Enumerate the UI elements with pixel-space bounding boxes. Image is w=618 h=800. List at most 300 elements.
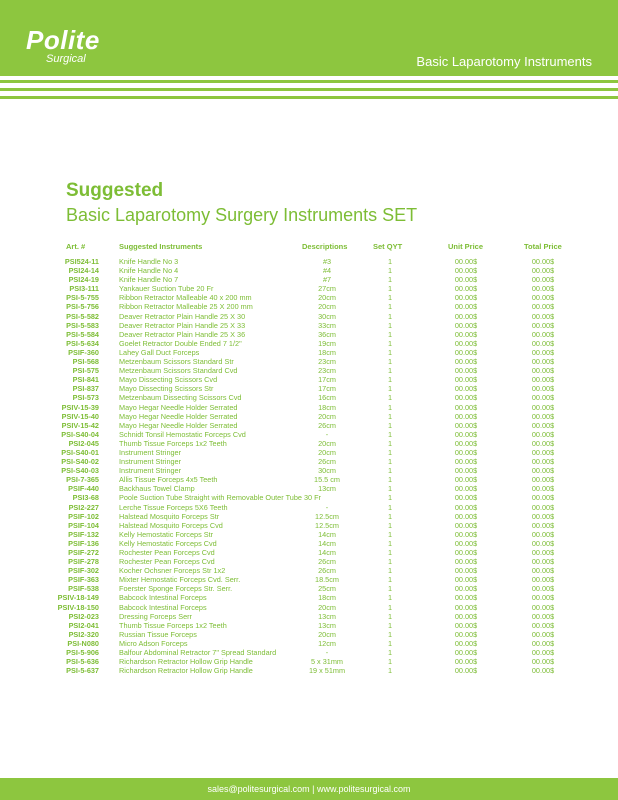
unit-price: 00.00$ <box>454 575 478 585</box>
instrument-description: 18.5cm <box>315 575 339 585</box>
set-quantity: 1 <box>387 575 393 585</box>
instrument-name: Thumb Tissue Forceps 1x2 Teeth <box>119 438 227 448</box>
set-quantity: 1 <box>387 293 393 303</box>
unit-price: 00.00$ <box>454 357 478 367</box>
article-number: PSI2-320 <box>68 629 99 639</box>
table-row <box>0 657 618 666</box>
instrument-name: Thumb Tissue Forceps 1x2 Teeth <box>119 620 227 630</box>
instrument-name: Lerche Tissue Forceps 5X6 Teeth <box>119 502 228 512</box>
table-row <box>0 484 618 493</box>
table-row <box>0 612 618 621</box>
set-quantity: 1 <box>387 548 393 557</box>
total-price: 00.00$ <box>531 520 555 530</box>
article-number: PSI-5-584 <box>66 329 99 339</box>
instrument-name: Metzenbaum Scissors Standard Str <box>119 357 234 367</box>
total-price: 00.00$ <box>531 411 555 421</box>
instrument-name: Deaver Retractor Plain Handle 25 X 36 <box>119 329 246 339</box>
set-quantity: 1 <box>387 284 393 294</box>
article-number: PSI-5-755 <box>66 293 99 303</box>
instrument-description: 13cm <box>318 484 336 494</box>
total-price: 00.00$ <box>531 257 555 266</box>
table-row <box>0 539 618 548</box>
total-price: 00.00$ <box>531 302 555 312</box>
instrument-name: Foerster Sponge Forceps Str. Serr. <box>119 584 233 594</box>
instrument-name: Richardson Retractor Hollow Grip Handle <box>119 666 253 676</box>
instrument-name: Deaver Retractor Plain Handle 25 X 30 <box>119 311 246 321</box>
set-quantity: 1 <box>387 638 393 648</box>
instrument-name: Kelly Hemostatic Forceps Cvd <box>119 538 217 548</box>
unit-price: 00.00$ <box>454 511 478 521</box>
instrument-description: #4 <box>322 266 332 276</box>
table-row <box>0 266 618 275</box>
instrument-description: 15.5 cm <box>314 475 340 485</box>
set-quantity: 1 <box>387 384 393 394</box>
total-price: 00.00$ <box>531 529 555 539</box>
unit-price: 00.00$ <box>454 402 478 412</box>
total-price: 00.00$ <box>531 584 555 594</box>
instrument-name: Russian Tissue Forceps <box>119 629 197 639</box>
set-quantity: 1 <box>387 484 393 494</box>
unit-price: 00.00$ <box>454 275 478 285</box>
table-row <box>0 530 618 539</box>
total-price: 00.00$ <box>531 593 555 603</box>
instrument-name: Halstead Mosquito Forceps Cvd <box>119 520 223 530</box>
instrument-description: 13cm <box>318 611 336 621</box>
table-row <box>0 375 618 384</box>
instrument-description: 30cm <box>318 466 336 476</box>
table-row <box>0 275 618 284</box>
instrument-name: Metzenbaum Scissors Standard Cvd <box>119 366 238 376</box>
instrument-name: Allis Tissue Forceps 4x5 Teeth <box>119 475 218 485</box>
set-quantity: 1 <box>387 275 393 285</box>
set-quantity: 1 <box>387 657 393 667</box>
instrument-description: 20cm <box>318 602 336 612</box>
set-quantity: 1 <box>387 557 393 567</box>
instrument-description: 18cm <box>318 347 336 357</box>
instrument-description: 13cm <box>318 620 336 630</box>
instrument-description: 19cm <box>318 338 336 348</box>
article-number: PSI2-041 <box>68 620 99 630</box>
unit-price: 00.00$ <box>454 538 478 548</box>
table-row <box>0 666 618 675</box>
instrument-name: Knife Handle No 4 <box>119 266 179 276</box>
unit-price: 00.00$ <box>454 493 478 503</box>
instrument-description: #7 <box>322 275 332 285</box>
article-number: PSI-N080 <box>67 638 99 648</box>
set-quantity: 1 <box>387 629 393 639</box>
table-row <box>0 384 618 393</box>
total-price: 00.00$ <box>531 357 555 367</box>
instrument-description: 14cm <box>318 548 336 557</box>
instrument-description: #3 <box>322 257 332 266</box>
set-quantity: 1 <box>387 438 393 448</box>
header-bar <box>0 0 618 76</box>
unit-price: 00.00$ <box>454 311 478 321</box>
table-row <box>0 512 618 521</box>
article-number: PSIV-18-150 <box>57 602 99 612</box>
set-quantity: 1 <box>387 320 393 330</box>
article-number: PSI-S40-01 <box>61 447 99 457</box>
table-row <box>0 621 618 630</box>
table-row <box>0 421 618 430</box>
article-number: PSI-5-636 <box>66 657 99 667</box>
table-row <box>0 557 618 566</box>
instrument-description: 19 x 51mm <box>308 666 346 676</box>
instrument-description: 33cm <box>318 320 336 330</box>
unit-price: 00.00$ <box>454 648 478 658</box>
article-number: PSIF-440 <box>68 484 99 494</box>
article-number: PSIV-15-39 <box>61 402 99 412</box>
instrument-name: Poole Suction Tube Straight with Removable Outer Tube 30 Fr <box>119 493 321 503</box>
total-price: 00.00$ <box>531 511 555 521</box>
footer-bar <box>0 778 618 800</box>
instrument-description: 26cm <box>318 457 336 467</box>
unit-price: 00.00$ <box>454 466 478 476</box>
instrument-description: 20cm <box>318 293 336 303</box>
instrument-description: 27cm <box>318 284 336 294</box>
instrument-description: 25cm <box>318 584 336 594</box>
article-number: PSI-575 <box>72 366 99 376</box>
article-number: PSI24-14 <box>68 266 99 276</box>
total-price: 00.00$ <box>531 493 555 503</box>
article-number: PSIF-132 <box>68 529 99 539</box>
total-price: 00.00$ <box>531 347 555 357</box>
unit-price: 00.00$ <box>454 375 478 385</box>
total-price: 00.00$ <box>531 557 555 567</box>
unit-price: 00.00$ <box>454 502 478 512</box>
article-number: PSIF-360 <box>68 347 99 357</box>
table-row <box>0 339 618 348</box>
article-number: PSIF-278 <box>68 557 99 567</box>
article-number: PSI-5-637 <box>66 666 99 676</box>
set-quantity: 1 <box>387 538 393 548</box>
article-number: PSI-S40-02 <box>61 457 99 467</box>
set-quantity: 1 <box>387 457 393 467</box>
unit-price: 00.00$ <box>454 638 478 648</box>
instrument-description: 18cm <box>318 593 336 603</box>
article-number: PSIF-302 <box>68 566 99 576</box>
total-price: 00.00$ <box>531 402 555 412</box>
total-price: 00.00$ <box>531 457 555 467</box>
instrument-description: 26cm <box>318 566 336 576</box>
unit-price: 00.00$ <box>454 520 478 530</box>
table-row <box>0 312 618 321</box>
article-number: PSIF-102 <box>68 511 99 521</box>
instrument-description: 14cm <box>318 529 336 539</box>
instrument-name: Instrument Stringer <box>119 457 182 467</box>
total-price: 00.00$ <box>531 638 555 648</box>
set-quantity: 1 <box>387 429 393 439</box>
instrument-name: Mayo Hegar Needle Holder Serrated <box>119 420 238 430</box>
table-row <box>0 584 618 593</box>
table-row <box>0 603 618 612</box>
set-quantity: 1 <box>387 493 393 503</box>
article-number: PSI-7-365 <box>66 475 99 485</box>
instrument-name: Babcock Intestinal Forceps <box>119 602 207 612</box>
instrument-description: 12.5cm <box>315 520 339 530</box>
total-price: 00.00$ <box>531 466 555 476</box>
article-number: PSI-5-583 <box>66 320 99 330</box>
article-number: PSI-568 <box>72 357 99 367</box>
page-heading-suggested: Suggested <box>66 180 164 201</box>
article-number: PSIV-15-42 <box>61 420 99 430</box>
instrument-description: 17cm <box>318 375 336 385</box>
set-quantity: 1 <box>387 338 393 348</box>
set-quantity: 1 <box>387 402 393 412</box>
total-price: 00.00$ <box>531 375 555 385</box>
article-number: PSIF-104 <box>68 520 99 530</box>
table-row <box>0 503 618 512</box>
instrument-name: Yankauer Suction Tube 20 Fr <box>119 284 214 294</box>
total-price: 00.00$ <box>531 657 555 667</box>
unit-price: 00.00$ <box>454 320 478 330</box>
set-quantity: 1 <box>387 466 393 476</box>
unit-price: 00.00$ <box>454 666 478 676</box>
total-price: 00.00$ <box>531 329 555 339</box>
instrument-description: 5 x 31mm <box>310 657 344 667</box>
article-number: PSIV-18-149 <box>57 593 99 603</box>
total-price: 00.00$ <box>531 566 555 576</box>
table-row <box>0 284 618 293</box>
table-row <box>0 293 618 302</box>
table-row <box>0 521 618 530</box>
set-quantity: 1 <box>387 393 393 403</box>
instrument-description: 20cm <box>318 302 336 312</box>
total-price: 00.00$ <box>531 384 555 394</box>
unit-price: 00.00$ <box>454 611 478 621</box>
set-quantity: 1 <box>387 529 393 539</box>
set-quantity: 1 <box>387 611 393 621</box>
instrument-name: Babcock Intestinal Forceps <box>119 593 207 603</box>
article-number: PSIF-272 <box>68 548 99 557</box>
total-price: 00.00$ <box>531 629 555 639</box>
set-quantity: 1 <box>387 266 393 276</box>
instrument-description: 20cm <box>318 411 336 421</box>
article-number: PSIF-363 <box>68 575 99 585</box>
instrument-name: Mayo Dissecting Scissors Cvd <box>119 375 218 385</box>
table-row <box>0 493 618 502</box>
instrument-description: 18cm <box>318 402 336 412</box>
unit-price: 00.00$ <box>454 548 478 557</box>
total-price: 00.00$ <box>531 484 555 494</box>
total-price: 00.00$ <box>531 311 555 321</box>
instrument-description: 12cm <box>318 638 336 648</box>
unit-price: 00.00$ <box>454 347 478 357</box>
total-price: 00.00$ <box>531 447 555 457</box>
instrument-name: Rochester Pean Forceps Cvd <box>119 557 215 567</box>
unit-price: 00.00$ <box>454 338 478 348</box>
total-price: 00.00$ <box>531 293 555 303</box>
instrument-description: 36cm <box>318 329 336 339</box>
article-number: PSI3-111 <box>69 284 99 294</box>
brand-logo-sub: Surgical <box>46 53 86 65</box>
unit-price: 00.00$ <box>454 293 478 303</box>
instrument-name: Mayo Hegar Needle Holder Serrated <box>119 411 238 421</box>
instrument-name: Instrument Stringer <box>119 447 182 457</box>
set-quantity: 1 <box>387 347 393 357</box>
set-quantity: 1 <box>387 511 393 521</box>
total-price: 00.00$ <box>531 666 555 676</box>
unit-price: 00.00$ <box>454 529 478 539</box>
unit-price: 00.00$ <box>454 411 478 421</box>
table-row <box>0 321 618 330</box>
total-price: 00.00$ <box>531 602 555 612</box>
set-quantity: 1 <box>387 566 393 576</box>
header-stripe <box>0 80 618 83</box>
article-number: PSI2-227 <box>68 502 99 512</box>
table-row <box>0 366 618 375</box>
table-row <box>0 648 618 657</box>
total-price: 00.00$ <box>531 320 555 330</box>
instrument-name: Balfour Abdominal Retractor 7" Spread Standard <box>119 648 277 658</box>
set-quantity: 1 <box>387 366 393 376</box>
set-quantity: 1 <box>387 593 393 603</box>
unit-price: 00.00$ <box>454 620 478 630</box>
unit-price: 00.00$ <box>454 384 478 394</box>
brand-logo: Polite <box>26 25 100 55</box>
unit-price: 00.00$ <box>454 366 478 376</box>
unit-price: 00.00$ <box>454 447 478 457</box>
instrument-name: Backhaus Towel Clamp <box>119 484 195 494</box>
unit-price: 00.00$ <box>454 584 478 594</box>
instrument-description: 17cm <box>318 384 336 394</box>
total-price: 00.00$ <box>531 538 555 548</box>
article-number: PSI2-045 <box>68 438 99 448</box>
unit-price: 00.00$ <box>454 484 478 494</box>
total-price: 00.00$ <box>531 420 555 430</box>
unit-price: 00.00$ <box>454 393 478 403</box>
unit-price: 00.00$ <box>454 557 478 567</box>
table-row <box>0 593 618 602</box>
table-row <box>0 639 618 648</box>
unit-price: 00.00$ <box>454 629 478 639</box>
instrument-name: Ribbon Retractor Malleable 25 X 200 mm <box>119 302 253 312</box>
set-quantity: 1 <box>387 420 393 430</box>
instrument-description: 16cm <box>318 393 336 403</box>
total-price: 00.00$ <box>531 438 555 448</box>
unit-price: 00.00$ <box>454 593 478 603</box>
total-price: 00.00$ <box>531 575 555 585</box>
instrument-name: Mixter Hemostatic Forceps Cvd. Serr. <box>119 575 241 585</box>
instrument-description: 23cm <box>318 366 336 376</box>
unit-price: 00.00$ <box>454 457 478 467</box>
set-quantity: 1 <box>387 311 393 321</box>
article-number: PSI-5-756 <box>66 302 99 312</box>
header-title: Basic Laparotomy Instruments <box>416 54 592 69</box>
instrument-name: Kocher Ochsner Forceps Str 1x2 <box>119 566 226 576</box>
total-price: 00.00$ <box>531 548 555 557</box>
article-number: PSI-573 <box>72 393 99 403</box>
column-header-total-price: Total Price <box>524 242 562 251</box>
instrument-name: Kelly Hemostatic Forceps Str <box>119 529 214 539</box>
instrument-name: Metzenbaum Dissecting Scissors Cvd <box>119 393 242 403</box>
instrument-name: Schnidt Tonsil Hemostatic Forceps Cvd <box>119 429 246 439</box>
article-number: PSI-S40-03 <box>61 466 99 476</box>
unit-price: 00.00$ <box>454 257 478 266</box>
set-quantity: 1 <box>387 357 393 367</box>
set-quantity: 1 <box>387 502 393 512</box>
unit-price: 00.00$ <box>454 429 478 439</box>
total-price: 00.00$ <box>531 275 555 285</box>
column-header-art: Art. # <box>66 242 86 251</box>
instrument-description: 30cm <box>318 311 336 321</box>
table-row <box>0 348 618 357</box>
set-quantity: 1 <box>387 302 393 312</box>
set-quantity: 1 <box>387 602 393 612</box>
unit-price: 00.00$ <box>454 438 478 448</box>
instrument-description: 20cm <box>318 629 336 639</box>
table-row <box>0 302 618 311</box>
set-quantity: 1 <box>387 475 393 485</box>
instrument-name: Rochester Pean Forceps Cvd <box>119 548 215 557</box>
instrument-description: 26cm <box>318 420 336 430</box>
article-number: PSIF-538 <box>68 584 99 594</box>
table-row <box>0 412 618 421</box>
instrument-description: - <box>325 648 329 658</box>
column-header-description: Descriptions <box>302 242 348 251</box>
instrument-name: Knife Handle No 3 <box>119 257 179 266</box>
table-row <box>0 630 618 639</box>
table-row <box>0 457 618 466</box>
table-row <box>0 403 618 412</box>
unit-price: 00.00$ <box>454 284 478 294</box>
table-row <box>0 330 618 339</box>
article-number: PSI-837 <box>72 384 99 394</box>
table-row <box>0 448 618 457</box>
article-number: PSI-841 <box>72 375 99 385</box>
total-price: 00.00$ <box>531 620 555 630</box>
total-price: 00.00$ <box>531 393 555 403</box>
instrument-description: 20cm <box>318 447 336 457</box>
total-price: 00.00$ <box>531 611 555 621</box>
unit-price: 00.00$ <box>454 329 478 339</box>
unit-price: 00.00$ <box>454 657 478 667</box>
article-number: PSI-5-634 <box>66 338 99 348</box>
instrument-name: Goelet Retractor Double Ended 7 1/2" <box>119 338 242 348</box>
table-row <box>0 430 618 439</box>
table-row <box>0 439 618 448</box>
table-row <box>0 475 618 484</box>
instrument-description: 20cm <box>318 438 336 448</box>
article-number: PSI3-68 <box>72 493 99 503</box>
instrument-name: Dressing Forceps Serr <box>119 611 192 621</box>
instrument-name: Mayo Hegar Needle Holder Serrated <box>119 402 238 412</box>
instrument-description: - <box>325 429 329 439</box>
total-price: 00.00$ <box>531 366 555 376</box>
set-quantity: 1 <box>387 411 393 421</box>
instrument-table <box>0 257 618 675</box>
instrument-description: 14cm <box>318 538 336 548</box>
set-quantity: 1 <box>387 666 393 676</box>
article-number: PSIF-136 <box>68 538 99 548</box>
instrument-description: 12.5cm <box>315 511 339 521</box>
header-stripe <box>0 96 618 99</box>
total-price: 00.00$ <box>531 429 555 439</box>
set-quantity: 1 <box>387 620 393 630</box>
unit-price: 00.00$ <box>454 475 478 485</box>
total-price: 00.00$ <box>531 502 555 512</box>
instrument-name: Lahey Gall Duct Forceps <box>119 347 200 357</box>
table-row <box>0 466 618 475</box>
total-price: 00.00$ <box>531 284 555 294</box>
instrument-description: - <box>325 502 329 512</box>
unit-price: 00.00$ <box>454 266 478 276</box>
set-quantity: 1 <box>387 648 393 658</box>
total-price: 00.00$ <box>531 648 555 658</box>
instrument-name: Knife Handle No 7 <box>119 275 179 285</box>
set-quantity: 1 <box>387 447 393 457</box>
instrument-description: 23cm <box>318 357 336 367</box>
